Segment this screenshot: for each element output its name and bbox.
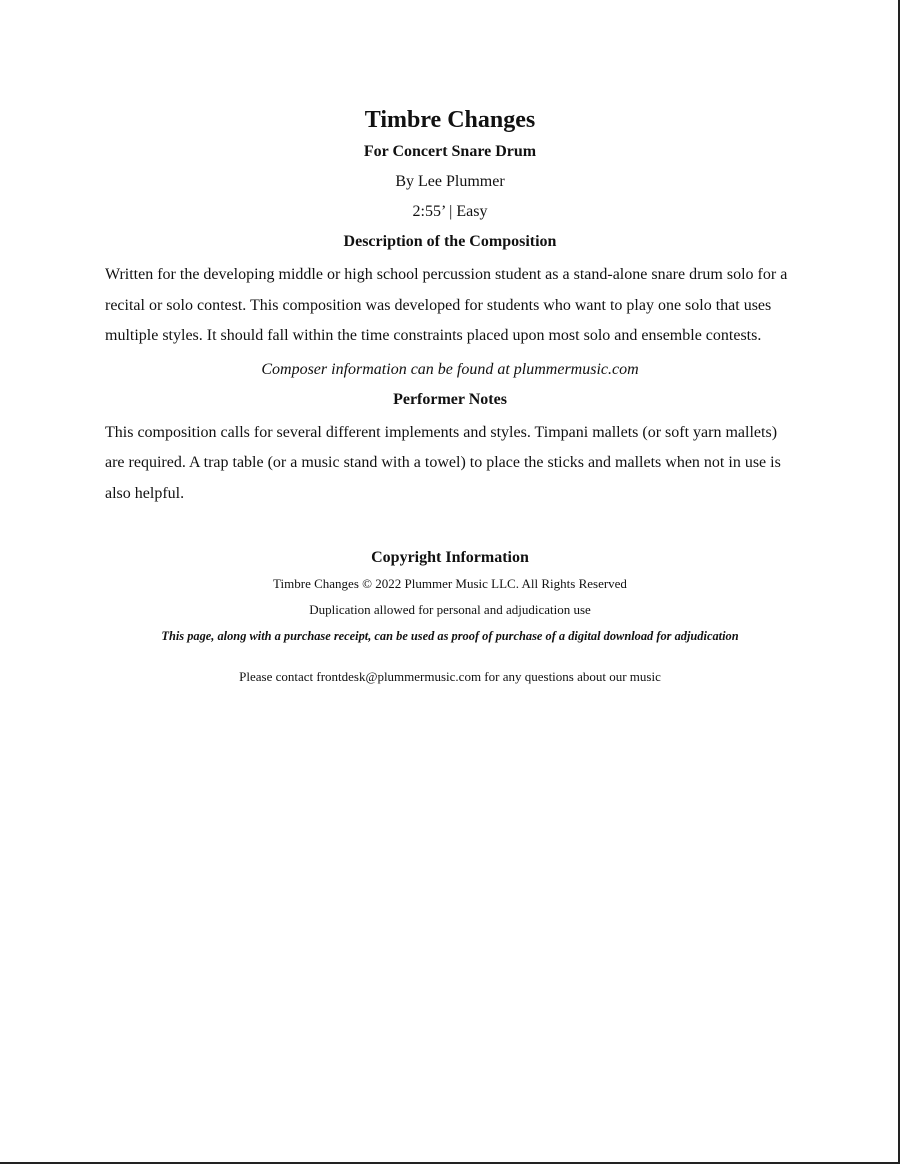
description-heading: Description of the Composition xyxy=(343,233,557,250)
section-spacer xyxy=(105,515,795,546)
duration-difficulty: 2:55’ | Easy xyxy=(412,203,488,220)
piece-title: Timbre Changes xyxy=(364,107,536,133)
performer-notes-heading: Performer Notes xyxy=(393,390,507,408)
contact-line: Please contact frontdesk@plummermusic.com for any questions about our music xyxy=(239,669,661,684)
page-content xyxy=(105,104,795,693)
proof-of-purchase-notice: This page, along with a purchase receipt, can be used as proof of purchase of a digital download for adjudication xyxy=(161,629,739,643)
copyright-heading: Copyright Information xyxy=(371,549,529,566)
composer-byline: By Lee Plummer xyxy=(395,173,505,190)
description-paragraph: Written for the developing middle or high school percussion student as a stand-alone snare drum solo for a recital or solo contest. This composition was developed for students who want to play one solo that uses multiple styles. It should fall within the time constraints placed upon most solo and ensemble contests. xyxy=(105,266,788,344)
copyright-notice: Timbre Changes © 2022 Plummer Music LLC. All Rights Reserved xyxy=(273,576,627,591)
piece-subtitle: For Concert Snare Drum xyxy=(363,143,537,160)
composer-info-line: Composer information can be found at plummermusic.com xyxy=(261,360,639,378)
performer-notes-paragraph: This composition calls for several different implements and styles. Timpani mallets (or soft yarn mallets) are required. A trap table (or a music stand with a towel) to place the sticks and mallets when not in use is also helpful. xyxy=(105,423,781,502)
duplication-notice: Duplication allowed for personal and adjudication use xyxy=(309,602,591,617)
